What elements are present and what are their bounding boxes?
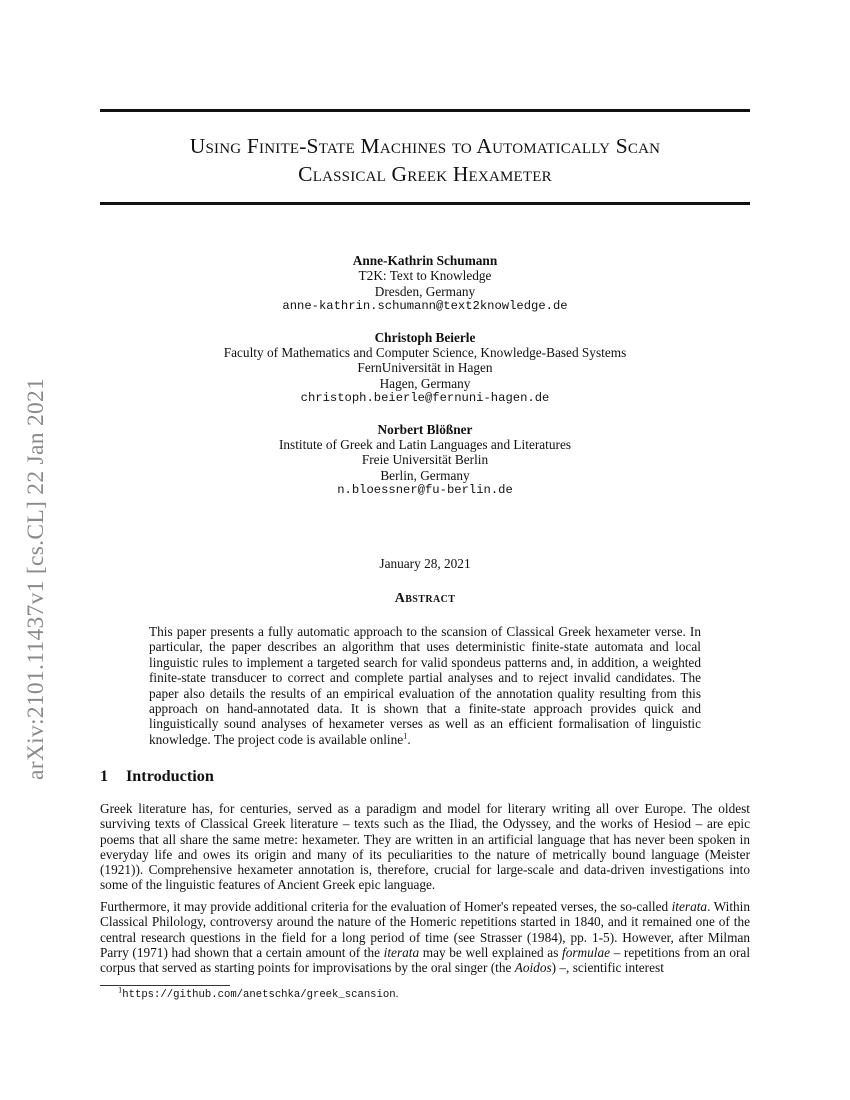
paper-title-line-1: Using Finite-State Machines to Automatically Scan: [189, 134, 661, 158]
author-name: Anne-Kathrin Schumann: [352, 253, 498, 268]
paragraph: Greek literature has, for centuries, served as a paradigm and model for literary writing all over Europe. The oldest surviving texts of Classical Greek literature – texts such as the Iliad, the Odyssey, and the works of Hesiod – are epic poems that all share the same metre: hexameter. They are written in an artificial language that has never been spoken in everyday life and owes its origin and many of its peculiarities to the nature of metrically bound language (Meister (1921)). Comprehensive hexameter annotation is, therefore, crucial for large-scale and data-driven investigations into some of the linguistic features of Ancient Greek epic language.: [100, 801, 750, 893]
author-name: Christoph Beierle: [374, 329, 476, 345]
author-affiliation-line: T2K: Text to Knowledge: [358, 268, 492, 284]
section-heading-introduction: [100, 767, 214, 786]
paper-title-line-2: Classical Greek Hexameter: [298, 162, 552, 186]
italic-term: iterata: [383, 944, 420, 960]
author-affiliation-line: Freie Universität Berlin: [361, 452, 489, 468]
author-affiliation-line: FernUniversität in Hagen: [357, 360, 493, 376]
author-block: [100, 330, 750, 407]
author-block: [100, 422, 750, 499]
abstract-body: This paper presents a fully automatic approach to the scansion of Classical Greek hexameter verse. In particular, the paper describes an algorithm that uses deterministic finite-state automata and local linguistic rules to implement a targeted search for valid spondeus patterns and, in addition, a weighted finite-state transducer to correct and complete partial analyses and to reject invalid candidates. The paper also details the results of an empirical evaluation of the annotation quality resulting from this approach on hand-annotated data. It is shown that a finite-state approach provides quick and linguistically sound analyses of hexameter verses as well as an efficient formalisation of linguistic knowledge. The project code is available online: [149, 624, 701, 747]
title-bottom-rule: [100, 202, 750, 205]
author-affiliation-line: Faculty of Mathematics and Computer Science, Knowledge-Based Systems: [223, 345, 627, 361]
publication-date: January 28, 2021: [379, 556, 471, 571]
paragraph-text: . Within Classical Philology, controversy around the nature of the Homeric repetitions started in 1840, and it remained one of the central research questions in the field for a long period of time (see Strasser (1984), pp. 1-5). However, after Milman Parry (1971) had shown that a certain amount of the: [100, 899, 750, 960]
paragraph-text: Furthermore, it may provide additional criteria for the evaluation of Homer's repeated verses, the so-called: [100, 899, 672, 914]
paragraph-text: – repetitions from an oral corpus that served as starting points for improvisations by the oral singer (the: [100, 944, 751, 976]
author-affiliation-line: Institute of Greek and Latin Languages and Literatures: [278, 437, 572, 453]
arxiv-identifier-stamp: arXiv:2101.11437v1 [cs.CL] 22 Jan 2021: [23, 377, 49, 780]
abstract-end-punctuation: .: [407, 731, 411, 747]
paper-title: [100, 132, 750, 188]
section-title: Introduction: [126, 767, 214, 785]
abstract-text: [149, 624, 701, 747]
author-email[interactable]: christoph.beierle@fernuni-hagen.de: [300, 391, 550, 406]
abstract-heading: Abstract: [394, 591, 456, 606]
author-affiliation-line: Berlin, Germany: [380, 467, 470, 483]
author-name: Norbert Blößner: [377, 421, 473, 437]
italic-term: iterata: [671, 899, 708, 914]
author-block: [100, 253, 750, 315]
author-email[interactable]: n.bloessner@fu-berlin.de: [337, 483, 513, 498]
paragraph-text: ) –, scientific interest: [551, 960, 664, 976]
author-email[interactable]: anne-kathrin.schumann@text2knowledge.de: [282, 299, 568, 314]
footnote-marker[interactable]: 1: [403, 730, 408, 741]
italic-term: formulae: [562, 944, 611, 960]
author-affiliation-line: Dresden, Germany: [374, 283, 476, 299]
italic-term: Aoidos: [514, 960, 552, 976]
footnote-number: 1: [118, 984, 123, 995]
footnote: [118, 984, 399, 1001]
footnote-end-punctuation: .: [395, 988, 399, 1000]
section-number: 1: [100, 767, 109, 785]
paragraph: [100, 899, 750, 975]
footnote-link[interactable]: https://github.com/anetschka/greek_scansion: [122, 989, 396, 1001]
paragraph-text: may be well explained as: [419, 944, 563, 960]
author-list: [100, 253, 750, 514]
title-top-rule: [100, 109, 750, 112]
author-affiliation-line: Hagen, Germany: [379, 375, 471, 391]
